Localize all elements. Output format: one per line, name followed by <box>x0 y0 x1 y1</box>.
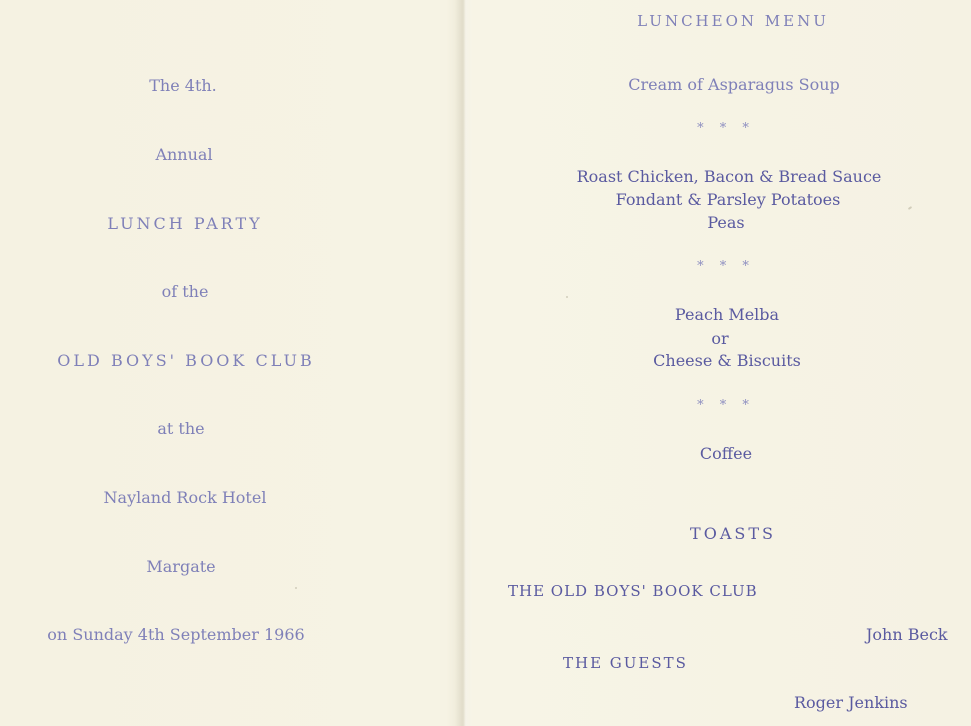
cheese-line: Cheese & Biscuits <box>653 351 801 370</box>
at-the-text: at the <box>157 419 205 438</box>
of-the-text: of the <box>161 282 209 301</box>
paper-speck <box>566 296 568 298</box>
peas-line: Peas <box>707 213 745 232</box>
toast-club-speaker: John Beck <box>866 625 948 644</box>
paper-speck <box>295 587 297 589</box>
annual-text: Annual <box>155 145 213 164</box>
main-course-line: Roast Chicken, Bacon & Bread Sauce <box>576 167 882 186</box>
course-separator: * * * <box>697 121 755 136</box>
soup-course: Cream of Asparagus Soup <box>628 75 840 94</box>
dessert-line: Peach Melba <box>674 305 780 324</box>
toast-guests-speaker: Roger Jenkins <box>794 693 908 712</box>
card-fold <box>455 0 473 726</box>
potatoes-line: Fondant & Parsley Potatoes <box>615 190 841 209</box>
or-line: or <box>711 329 729 348</box>
venue-name: Nayland Rock Hotel <box>103 488 267 507</box>
toast-guests: THE GUESTS <box>563 654 688 672</box>
edition-text: The 4th. <box>149 76 217 95</box>
town-name: Margate <box>146 557 216 576</box>
coffee-line: Coffee <box>699 444 753 463</box>
toasts-title: TOASTS <box>690 524 776 543</box>
course-separator: * * * <box>697 398 755 413</box>
course-separator: * * * <box>697 259 755 274</box>
event-date: on Sunday 4th September 1966 <box>47 625 305 644</box>
menu-title: LUNCHEON MENU <box>637 12 829 30</box>
club-name: OLD BOYS' BOOK CLUB <box>57 351 315 370</box>
paper-speck <box>908 206 912 210</box>
toast-club: THE OLD BOYS' BOOK CLUB <box>508 582 758 600</box>
event-title: LUNCH PARTY <box>107 214 263 233</box>
